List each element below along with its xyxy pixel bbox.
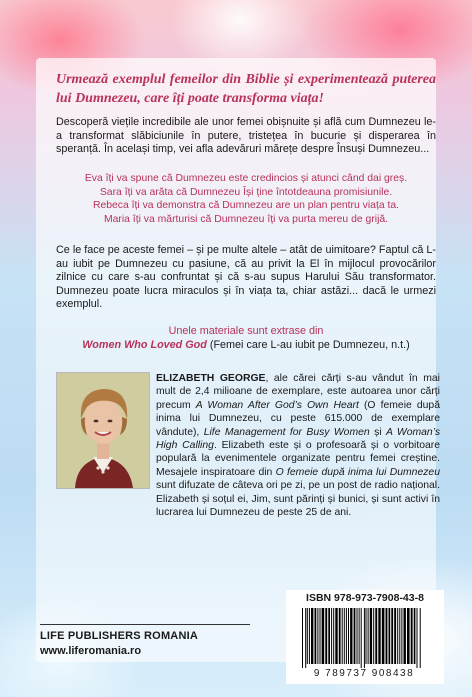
verse-eva: Eva îți va spune că Dumnezeu este credincios și atunci când dai greș. [84, 173, 408, 184]
description-paragraph: Descoperă viețile incredibile ale unor femei obișnuite și află cum Dumnezeu le-a transformat slăbiciunile în putere, tristețea în bucurie și disperarea în speranță. În același timp, vei afla adevăruri mărețe despre Însuși Dumnezeu... [56, 116, 436, 156]
author-photo [56, 372, 150, 489]
verse-sara: Sara îți va arăta că Dumnezeu Își ține întotdeauna promisiunile. [99, 186, 393, 198]
bio-text: (O femeie după inima lui Dumnezeu, cu peste 615.000 de exemplare vândute), [156, 399, 440, 438]
author-bio [156, 372, 440, 519]
intro-headline: Urmează exemplul femeilor din Biblie și experimentează puterea lui Dumnezeu, care îți poate transforma viața! [56, 72, 436, 106]
author-portrait-illustration [57, 373, 149, 488]
source-book-title: Women Who Loved God [82, 338, 207, 351]
barcode-digits: 9 789737 908438 [313, 668, 415, 679]
verse-rebeca: Rebeca îți va demonstra că Dumnezeu are un plan pentru viața ta. [92, 200, 400, 212]
verses-list [56, 172, 436, 226]
bio-text: și [369, 426, 386, 438]
source-note [56, 325, 436, 352]
bio-text: sunt difuzate de câteva ori pe zi, pe un post de radio național. Elizabeth și soțul ei, Jim, sunt părinți și bunici, și sunt activi în lucrarea lui Dumnezeu de peste 25 de ani. [156, 480, 440, 519]
publisher-divider [40, 624, 250, 625]
publisher-url: www.liferomania.ro [40, 645, 142, 657]
publisher-name: LIFE PUBLISHERS ROMANIA [40, 630, 198, 642]
barcode-graphic [300, 608, 436, 668]
isbn-label: ISBN 978-973-7908-43-8 [306, 592, 424, 604]
bio-book-title: A Woman’s High Calling [156, 426, 441, 452]
bio-book-title: Life Management for Busy Women [203, 426, 370, 438]
source-translation: (Femei care L-au iubit pe Dumnezeu, n.t.) [206, 338, 410, 351]
source-line: Unele materiale sunt extrase din [168, 325, 324, 337]
bio-text: . Elizabeth este și o profesoară și o vorbitoare populară la evenimentele organizate pentru femei creștine. Mesajele inspiratoare din [156, 440, 440, 478]
source-title-line [56, 339, 436, 353]
author-name: ELIZABETH GEORGE [156, 373, 266, 384]
bio-book-title: O femeie după inima lui Dumnezeu [275, 466, 440, 478]
bio-text: , ale cărei cărți s-au vândut în mai mult de 2,4 milioane de exemplare, este autoarea unor cărți precum [156, 373, 440, 411]
bio-book-title: A Woman After God’s Own Heart [195, 399, 359, 411]
verse-maria: Maria îți va mărturisi că Dumnezeu îți va purta mereu de grijă. [103, 213, 389, 225]
question-paragraph: Ce le face pe aceste femei – și pe multe altele – atât de uimitoare? Faptul că L-au iubit pe Dumnezeu cu pasiune, că au privit la El în mijlocul provocărilor zilnice cu care s-au confruntat și că s-au supus Harului Său transformator. Dumnezeu poate lucra miraculos și în viața ta, chiar astăzi... dacă le urmezi exemplul. [56, 244, 436, 311]
